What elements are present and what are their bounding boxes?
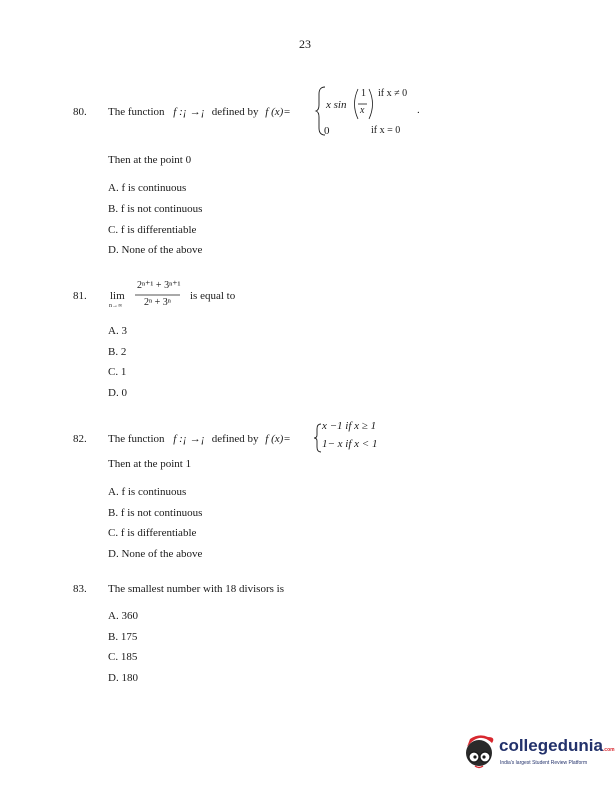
option-b[interactable]: B. 175: [108, 631, 138, 643]
case-1-expression: x sin: [326, 99, 347, 111]
logo-tagline: India's largest Student Review Platform: [500, 760, 588, 766]
trailing-period: .: [417, 104, 420, 116]
limit-numerator: 2ⁿ⁺¹ + 3ⁿ⁺¹: [137, 280, 181, 291]
option-c[interactable]: C. f is differentiable: [108, 224, 197, 236]
map-notation: f :¡ →¡: [173, 106, 206, 118]
question-number: 81.: [73, 290, 87, 302]
case-2-condition: if x = 0: [371, 125, 401, 136]
option-d[interactable]: D. None of the above: [108, 244, 203, 256]
map-notation: f :¡ →¡: [173, 433, 206, 445]
option-a[interactable]: A. 360: [108, 610, 138, 622]
option-d[interactable]: D. None of the above: [108, 548, 203, 560]
option-d[interactable]: D. 0: [108, 387, 127, 399]
option-a[interactable]: A. f is continuous: [108, 182, 187, 194]
question-stem: The function f :¡ →¡ defined by f (x)=: [108, 106, 291, 118]
limit-denominator: 2ⁿ + 3ⁿ: [144, 297, 171, 308]
question-followup: Then at the point 1: [108, 458, 192, 470]
limit-operator: lim: [110, 290, 125, 302]
option-d[interactable]: D. 180: [108, 672, 138, 684]
logo-wordmark: collegedunia.com: [499, 736, 615, 755]
option-c[interactable]: C. 1: [108, 366, 127, 378]
fraction-denominator: x: [360, 105, 365, 116]
option-a[interactable]: A. 3: [108, 325, 127, 337]
question-number: 80.: [73, 106, 87, 118]
question-stem: The smallest number with 18 divisors is: [108, 583, 284, 595]
question-followup: Then at the point 0: [108, 154, 192, 166]
mascot-icon: [462, 733, 498, 773]
page-number: 23: [299, 37, 311, 51]
function-notation: f (x)=: [265, 433, 291, 445]
logo-suffix: .com: [602, 747, 615, 753]
option-b[interactable]: B. f is not continuous: [108, 203, 203, 215]
option-c[interactable]: C. 185: [108, 651, 138, 663]
limit-fraction-bar: [135, 294, 181, 296]
left-brace: [314, 423, 322, 453]
option-b[interactable]: B. f is not continuous: [108, 507, 203, 519]
case-2: 1− x if x < 1: [322, 438, 378, 450]
option-b[interactable]: B. 2: [108, 346, 127, 358]
case-1: x −1 if x ≥ 1: [322, 420, 377, 432]
limit-subscript: n→∞: [109, 303, 123, 309]
question-tail: is equal to: [190, 290, 236, 302]
case-2-expression: 0: [324, 125, 330, 137]
case-1-condition: if x ≠ 0: [378, 88, 408, 99]
question-number: 82.: [73, 433, 87, 445]
question-number: 83.: [73, 583, 87, 595]
option-a[interactable]: A. f is continuous: [108, 486, 187, 498]
function-notation: f (x)=: [265, 106, 291, 118]
option-c[interactable]: C. f is differentiable: [108, 527, 197, 539]
fraction-numerator: 1: [361, 88, 366, 99]
right-paren: [367, 88, 377, 120]
question-stem: The function f :¡ →¡ defined by f (x)=: [108, 433, 291, 445]
